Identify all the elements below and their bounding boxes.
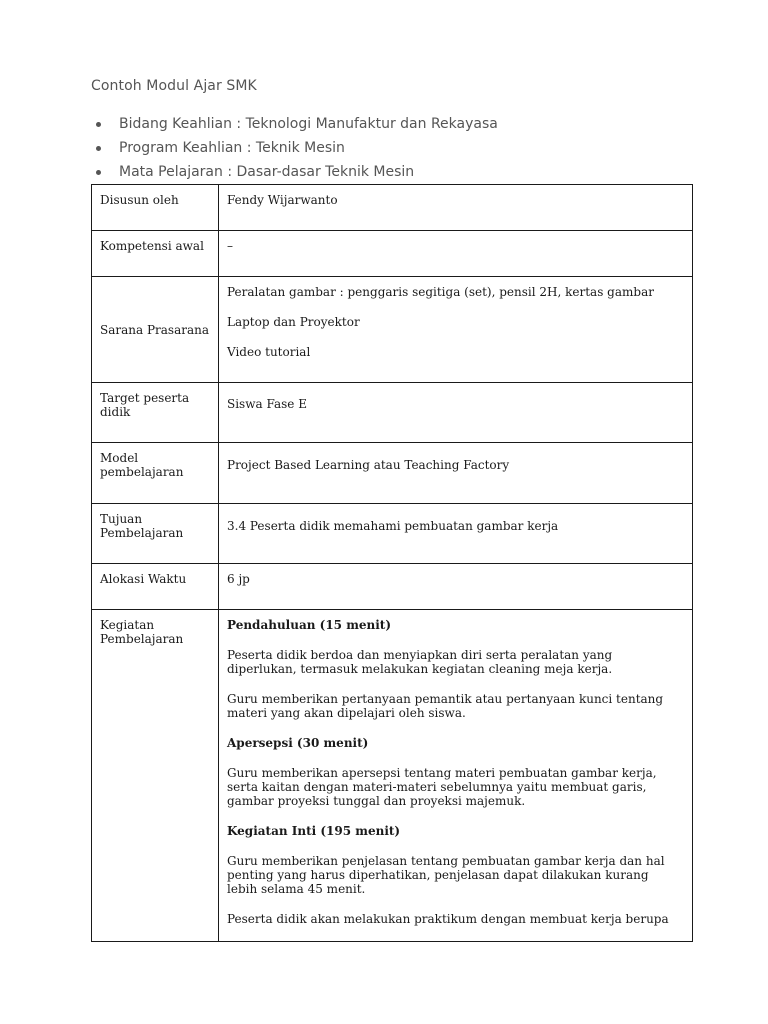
row-label: Kompetensi awal xyxy=(92,231,219,277)
table-row xyxy=(92,504,693,564)
row-label: Target peserta didik xyxy=(92,383,219,443)
module-table xyxy=(91,184,693,942)
row-value: 3.4 Peserta didik memahami pembuatan gambar kerja xyxy=(219,504,693,564)
row-label: Sarana Prasarana xyxy=(92,277,219,383)
table-row xyxy=(92,443,693,504)
sarana-item: Peralatan gambar : penggaris segitiga (set), pensil 2H, kertas gambar xyxy=(227,285,654,299)
table-row xyxy=(92,231,693,277)
activity-paragraph: Guru memberikan penjelasan tentang pembuatan gambar kerja dan hal penting yang harus diperhatikan, penjelasan dapat dilakukan kurang lebih selama 45 menit. xyxy=(227,854,665,896)
table-row xyxy=(92,383,693,443)
row-value xyxy=(219,610,693,942)
row-value xyxy=(219,277,693,383)
table-row xyxy=(92,185,693,231)
section-heading: Pendahuluan (15 menit) xyxy=(227,618,392,632)
activity-paragraph: Guru memberikan apersepsi tentang materi pembuatan gambar kerja, serta kaitan dengan materi-materi sebelumnya yaitu membuat garis, gambar proyeksi tunggal dan proyeksi majemuk. xyxy=(227,766,657,808)
section-heading: Kegiatan Inti (195 menit) xyxy=(227,824,401,838)
row-label: Alokasi Waktu xyxy=(92,564,219,610)
mata-pelajaran-text: Mata Pelajaran : Dasar-dasar Teknik Mesin xyxy=(119,164,415,180)
bidang-keahlian-text: Bidang Keahlian : Teknologi Manufaktur dan Rekayasa xyxy=(119,116,498,132)
table-row xyxy=(92,277,693,383)
activity-paragraph: Guru memberikan pertanyaan pemantik atau pertanyaan kunci tentang materi yang akan dipelajari oleh siswa. xyxy=(227,692,664,720)
list-item xyxy=(96,136,498,160)
sarana-item: Laptop dan Proyektor xyxy=(227,315,360,329)
row-label: Kegiatan Pembelajaran xyxy=(92,610,219,942)
row-label: Disusun oleh xyxy=(92,185,219,231)
activity-paragraph: Peserta didik berdoa dan menyiapkan diri serta peralatan yang diperlukan, termasuk melakukan kegiatan cleaning meja kerja. xyxy=(227,648,613,676)
list-item xyxy=(96,160,498,184)
program-keahlian-text: Program Keahlian : Teknik Mesin xyxy=(119,140,345,156)
bullet-icon xyxy=(96,122,101,127)
page-title: Contoh Modul Ajar SMK xyxy=(91,78,257,94)
bullet-icon xyxy=(96,170,101,175)
row-value: 6 jp xyxy=(219,564,693,610)
section-heading: Apersepsi (30 menit) xyxy=(227,736,369,750)
row-value: Siswa Fase E xyxy=(219,383,693,443)
row-value: Fendy Wijarwanto xyxy=(219,185,693,231)
list-item xyxy=(96,112,498,136)
table-row xyxy=(92,610,693,942)
row-label: Tujuan Pembelajaran xyxy=(92,504,219,564)
info-bullet-list xyxy=(96,112,498,184)
bullet-icon xyxy=(96,146,101,151)
row-value: Project Based Learning atau Teaching Factory xyxy=(219,443,693,504)
row-value: – xyxy=(219,231,693,277)
activity-paragraph: Peserta didik akan melakukan praktikum dengan membuat kerja berupa xyxy=(227,912,669,926)
table-row xyxy=(92,564,693,610)
sarana-item: Video tutorial xyxy=(227,345,311,359)
row-label: Model pembelajaran xyxy=(92,443,219,504)
